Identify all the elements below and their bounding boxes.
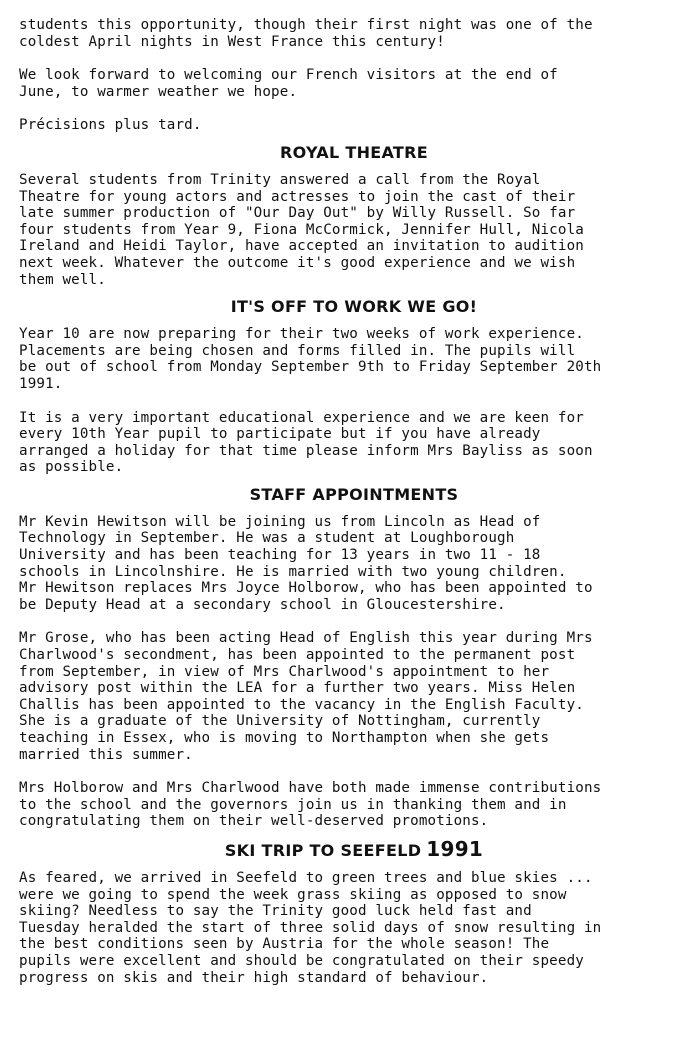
ski-trip-year: 1991 bbox=[426, 836, 484, 861]
ski-trip-heading-text: SKI TRIP TO SEEFELD bbox=[224, 840, 422, 860]
work-experience-paragraph: Year 10 are now preparing for their two weeks of work experience. Placements are being chosen and forms filled in. The pupils will be out of school from Monday September 9th to Friday September 20th 1991. bbox=[19, 326, 602, 392]
royal-theatre-paragraph: Several students from Trinity answered a call from the Royal Theatre for young actors and actresses to join the cast of their late summer production of "Our Day Out" by Willy Russell. So far four students from Year 9, Fiona McCormick, Jennifer Hull, Nicola Ireland and Heidi Taylor, have accepted an invitation to audition next week. Whatever the outcome it's good experience and we wish them well. bbox=[19, 171, 584, 288]
ski-trip-heading bbox=[19, 838, 689, 862]
french-visitors-paragraph: We look forward to welcoming our French visitors at the end of June, to warmer weather we hope. bbox=[19, 67, 558, 100]
hewitson-paragraph: Mr Kevin Hewitson will be joining us from Lincoln as Head of Technology in September. He was a student at Loughborough University and has been teaching for 13 years in two 11 - 18 schools in Lincolnshire. He is married with two young children. Mr Hewitson replaces Mrs Joyce Holborow, who has been appointed to be Deputy Head at a secondary school in Gloucestershire. bbox=[19, 513, 593, 613]
french-exchange-paragraph: students this opportunity, though their first night was one of the coldest April nights in West France this century! bbox=[19, 17, 593, 50]
royal-theatre-heading: ROYAL THEATRE bbox=[280, 142, 428, 162]
grose-paragraph: Mr Grose, who has been acting Head of English this year during Mrs Charlwood's secondment, has been appointed to the permanent post from September, in view of Mrs Charlwood's appointment to her advisory post within the LEA for a further two years. Miss Helen Challis has been appointed to the vacancy in the English Faculty. She is a graduate of the University of Nottingham, currently teaching in Essex, who is moving to Northampton when she gets married this summer. bbox=[19, 630, 593, 763]
newsletter-page bbox=[19, 17, 689, 1003]
staff-appointments-heading: STAFF APPOINTMENTS bbox=[249, 484, 459, 504]
work-experience-heading: IT'S OFF TO WORK WE GO! bbox=[230, 297, 478, 317]
ski-trip-paragraph: As feared, we arrived in Seefeld to green trees and blue skies ... were we going to spend the week grass skiing as opposed to snow skiing? Needless to say the Trinity good luck held fast and Tuesday heralded the start of three solid days of snow resulting in the best conditions seen by Austria for the whole season! The pupils were excellent and should be congratulated on their speedy progress on skis and their high standard of behaviour. bbox=[19, 869, 602, 986]
details-later-paragraph: Précisions plus tard. bbox=[19, 117, 202, 134]
work-experience-holiday-paragraph: It is a very important educational experience and we are keen for every 10th Year pupil to participate but if you have already arranged a holiday for that time please inform Mrs Bayliss as soon as possible. bbox=[19, 409, 593, 476]
promotions-paragraph: Mrs Holborow and Mrs Charlwood have both made immense contributions to the school and the governors join us in thanking them and in congratulating them on their well-deserved promotions. bbox=[19, 780, 602, 830]
